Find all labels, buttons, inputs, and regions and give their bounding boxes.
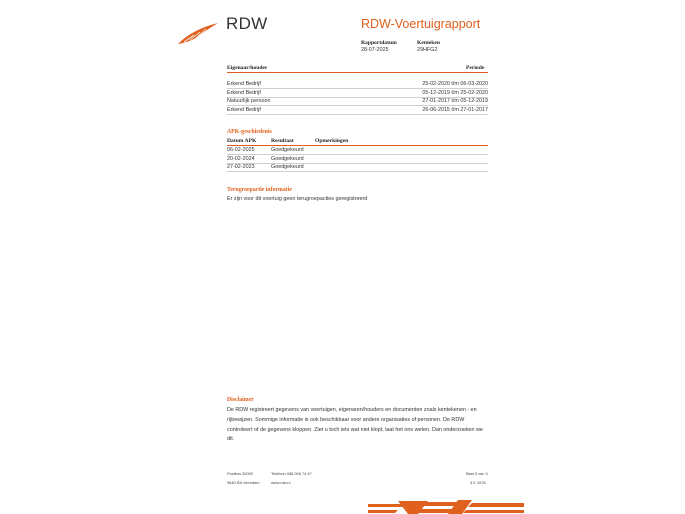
apk-result: Goedgekeurd — [271, 156, 304, 162]
recall-text: Er zijn voor dit voertuig geen terugroepacties geregistreerd — [227, 196, 368, 202]
rdw-logo-icon — [176, 22, 220, 46]
footer-web: www.rdw.nl — [271, 480, 291, 485]
apk-result: Goedgekeurd — [271, 164, 304, 170]
owner-row — [227, 80, 488, 89]
owner-row — [227, 106, 488, 115]
apk-date: 20-02-2024 — [227, 156, 255, 162]
brand-stripes-icon — [368, 498, 524, 514]
apk-col-date: Datum APK — [227, 138, 257, 144]
disclaimer-title: Disclaimer — [227, 397, 254, 403]
disclaimer-text: De RDW registreert gegevens van voertuigen, eigenaren/houders en documenten zoals kentekenen - en rijbewijzen. Sommige informatie is ook beschikbaar voor andere organisaties of personen. De RDW controleert of de gegevens kloppen. Ziet u toch iets wat niet klopt, laat het ons weten. Dan onderzoeken we dit. — [227, 407, 483, 443]
plate-value: 29HFG2 — [417, 47, 438, 53]
recall-section-title: Terugroepactie informatie — [227, 187, 292, 193]
apk-row — [227, 146, 488, 155]
report-date-value: 28-07-2025 — [361, 47, 389, 53]
apk-date: 27-02-2023 — [227, 164, 255, 170]
owner-name: Erkend Bedrijf — [227, 107, 261, 113]
owners-header-rule — [227, 72, 488, 73]
owner-name: Erkend Bedrijf — [227, 81, 261, 87]
plate-label: Kenteken — [417, 40, 440, 46]
owner-name: Natuurlijk persoon — [227, 98, 271, 104]
owner-period: 25-02-2020 t/m 06-03-2020 — [422, 81, 488, 87]
apk-section-title: APK-geschiedenis — [227, 129, 272, 135]
footer-page: Blad 3 van 3 — [466, 471, 488, 476]
footer-phone: Telefoon 088 008 74 47 — [271, 471, 312, 476]
owners-col-period: Periode — [466, 65, 485, 71]
footer-postbus: Postbus 30000 — [227, 471, 253, 476]
footer-code: 3 E 1678 — [470, 480, 486, 485]
apk-col-remarks: Opmerkingen — [315, 138, 349, 144]
owner-period: 26-06-2015 t/m 27-01-2017 — [422, 107, 488, 113]
owners-col-owner: Eigenaar/houder — [227, 65, 268, 71]
report-date-label: Rapportdatum — [361, 40, 397, 46]
footer-city: 9640 RA Veendam — [227, 480, 260, 485]
apk-row — [227, 163, 488, 172]
logo-text: RDW — [226, 14, 268, 33]
document-title: RDW-Voertuigrapport — [361, 17, 481, 31]
apk-date: 06-02-2025 — [227, 147, 255, 153]
owner-period: 05-12-2019 t/m 25-02-2020 — [422, 90, 488, 96]
apk-col-result: Resultaat — [271, 138, 294, 144]
owner-name: Erkend Bedrijf — [227, 90, 261, 96]
owner-row — [227, 97, 488, 106]
apk-result: Goedgekeurd — [271, 147, 304, 153]
owner-period: 27-01-2017 t/m 05-12-2019 — [422, 98, 488, 104]
